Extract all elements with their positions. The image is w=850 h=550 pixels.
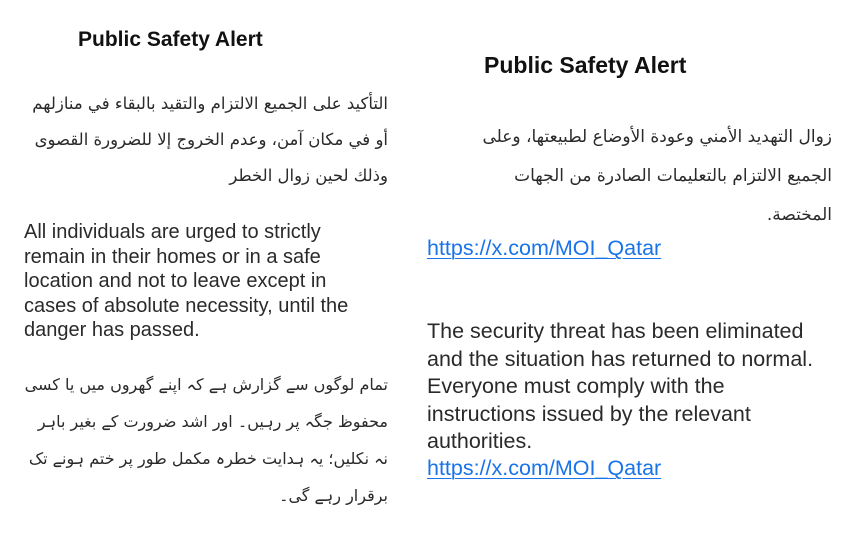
left-urdu-text: تمام لوگوں سے گزارش ہے کہ اپنے گھروں میں یا کسی محفوظ جگہ پر رہیں۔ اور اشد ضرورت کے بغیر باہر نہ نکلیں؛ یہ ہدایت خطرہ مکمل طور پر ختم ہونے تک برقرار رہے گی۔ xyxy=(24,375,388,505)
moi-qatar-link-english[interactable]: https://x.com/MOI_Qatar xyxy=(427,456,662,480)
right-arabic-text: زوال التهديد الأمني وعودة الأوضاع لطبيعتها، وعلى الجميع الالتزام بالتعليمات الصادرة من الجهات المختصة. xyxy=(482,127,832,225)
left-alert-post xyxy=(0,0,420,550)
right-english-text: The security threat has been eliminated and the situation has returned to normal. Everyone must comply with the instructions issued by the relevant authorities. xyxy=(427,319,814,453)
right-alert-post xyxy=(420,0,850,550)
left-english-text: All individuals are urged to strictly remain in their homes or in a safe location and not to leave except in cases of absolute necessity, until the danger has passed. xyxy=(24,221,349,341)
left-arabic-text: التأكيد على الجميع الالتزام والتقيد بالبقاء في منازلهم أو في مكان آمن، وعدم الخروج إلا للضرورة القصوى وذلك لحين زوال الخطر xyxy=(32,94,388,185)
right-alert-title: Public Safety Alert xyxy=(484,52,687,78)
left-alert-title: Public Safety Alert xyxy=(78,28,263,51)
moi-qatar-link[interactable]: https://x.com/MOI_Qatar xyxy=(427,236,662,260)
